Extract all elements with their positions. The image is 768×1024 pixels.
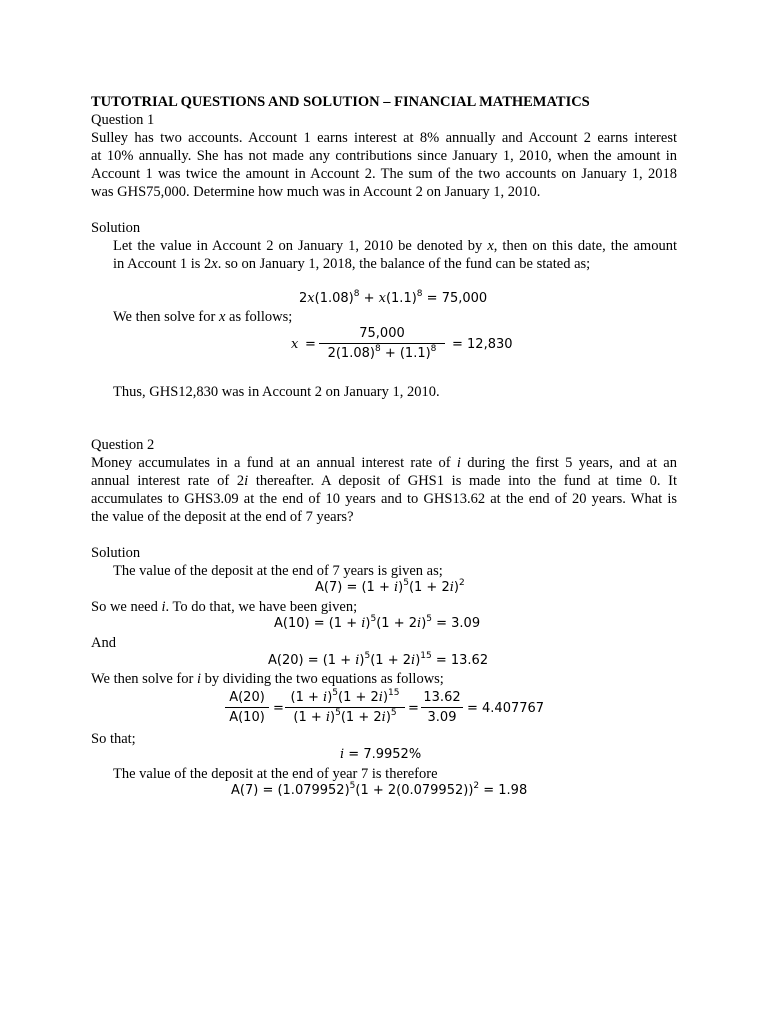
equation-fund-balance: $2x(1.08)^8 + x(1.1)^8 = 75,000$ xyxy=(299,289,488,306)
fraction-values: $\frac{13.62}{3.09}$ xyxy=(421,689,463,727)
solution-1-text-line: in Account 1 is 2x. so on January 1, 2018, the balance of the fund can be stated as; xyxy=(113,256,591,272)
equation-x-result: = 12,830 xyxy=(452,337,513,352)
solution-1-heading: Solution xyxy=(91,220,141,236)
equation-equals: = xyxy=(305,337,316,352)
solution-2-text-line: The value of the deposit at the end of year 7 is therefore xyxy=(113,766,438,782)
solve-instruction: We then solve for x as follows; xyxy=(113,309,293,325)
question-2-text-line: accumulates to GHS3.09 at the end of 10 years and to GHS13.62 at the end of 20 years. What is xyxy=(91,491,677,507)
question-1-text-line: at 10% annually. She has not made any contributions since January 1, 2010, when the amount in xyxy=(91,148,677,164)
solution-2-text-line: So that; xyxy=(91,731,136,747)
equation-a20: $A(20) = (1 + i)^5(1 + 2i)^{15} = 13.62$ xyxy=(268,651,489,668)
solution-2-text-line: And xyxy=(91,635,116,651)
question-1-text-line: was GHS75,000. Determine how much was in Account 2 on January 1, 2010. xyxy=(91,184,541,200)
solution-2-text-line: We then solve for i by dividing the two equations as follows; xyxy=(91,671,444,687)
question-2-text-line: the value of the deposit at the end of 7 years? xyxy=(91,509,354,525)
question-2-text-line: Money accumulates in a fund at an annual interest rate of i during the first 5 years, and at an xyxy=(91,455,677,471)
equation-i-result: i = 7.9952% xyxy=(340,747,422,762)
equation-a7: $A(7) = (1 + i)^5(1 + 2i)^2$ xyxy=(315,578,465,595)
question-2-heading: Question 2 xyxy=(91,437,155,453)
question-2-text-line: annual interest rate of 2i thereafter. A deposit of GHS1 is made into the fund at time 0. It xyxy=(91,473,677,489)
fraction-ratio-expanded: $\frac{(1 + i)^5(1 + 2i)^{15}}{(1 + i)^5(1 + 2i)^5}$ xyxy=(285,689,405,727)
ratio-result: = 4.407767 xyxy=(467,701,545,716)
ratio-equals: = xyxy=(273,701,284,716)
solution-1-text-line: Let the value in Account 2 on January 1, 2010 be denoted by x, then on this date, the amount xyxy=(113,238,677,254)
solution-2-text-line: So we need i. To do that, we have been given; xyxy=(91,599,358,615)
question-1-text-line: Sulley has two accounts. Account 1 earns interest at 8% annually and Account 2 earns interest xyxy=(91,130,677,146)
solution-1-conclusion: Thus, GHS12,830 was in Account 2 on January 1, 2010. xyxy=(113,384,440,400)
question-1-text-line: Account 1 was twice the amount in Account 2. The sum of the two accounts on January 1, 2018 xyxy=(91,166,677,182)
equation-x-lhs: x xyxy=(291,337,299,352)
equation-final: $A(7) = (1.079952)^5(1 + 2(0.079952))^2 = 1.98$ xyxy=(231,781,528,798)
ratio-equals: = xyxy=(408,701,419,716)
equation-a10: $A(10) = (1 + i)^5(1 + 2i)^5 = 3.09$ xyxy=(274,614,481,631)
question-1-heading: Question 1 xyxy=(91,112,155,128)
solution-2-heading: Solution xyxy=(91,545,141,561)
document-title: TUTOTRIAL QUESTIONS AND SOLUTION – FINANCIAL MATHEMATICS xyxy=(91,94,590,110)
fraction-x: $\frac{75,000}{2(1.08)^8 + (1.1)^8}$ xyxy=(319,325,445,363)
fraction-a20-over-a10: $\frac{A(20)}{A(10)}$ xyxy=(225,689,269,727)
solution-2-text-line: The value of the deposit at the end of 7 years is given as; xyxy=(113,563,443,579)
